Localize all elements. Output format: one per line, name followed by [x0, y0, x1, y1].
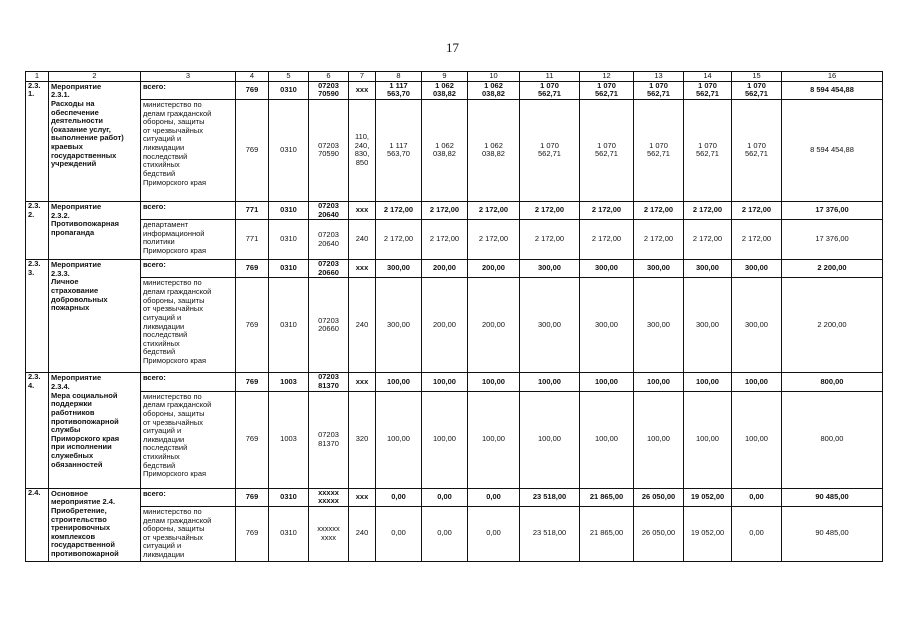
column-header: 1	[26, 72, 49, 82]
column-header: 3	[141, 72, 236, 82]
csr-code-cell: 07203 20640	[309, 201, 349, 219]
year-value-cell: 21 865,00	[580, 506, 634, 561]
measure-number: 2.3. 3.	[26, 260, 49, 373]
executor-cell: министерство по делам гражданской обороны, защиты от чрезвычайных ситуаций и ликвидации последствий стихийных бедствий Приморского края	[141, 391, 236, 488]
grbs-code-cell: 769	[236, 260, 269, 278]
csr-code-cell: 07203 70590	[309, 81, 349, 99]
column-header: 5	[269, 72, 309, 82]
year-value-cell: 200,00	[422, 278, 468, 373]
year-value-cell: 300,00	[732, 260, 782, 278]
grbs-code-cell: 769	[236, 506, 269, 561]
year-value-cell: 1 070 562,71	[634, 81, 684, 99]
year-value-cell: 2 172,00	[468, 220, 520, 260]
year-value-cell: 300,00	[580, 278, 634, 373]
column-header: 12	[580, 72, 634, 82]
year-value-cell: 0,00	[468, 506, 520, 561]
column-header: 14	[684, 72, 732, 82]
year-value-cell: 1 070 562,71	[634, 99, 684, 201]
year-value-cell: 0,00	[376, 506, 422, 561]
grbs-code-cell: 769	[236, 391, 269, 488]
year-value-cell: 300,00	[732, 278, 782, 373]
rzpr-code-cell: 0310	[269, 81, 309, 99]
year-value-cell: 100,00	[580, 373, 634, 391]
year-value-cell: 23 518,00	[520, 488, 580, 506]
year-value-cell: 300,00	[634, 278, 684, 373]
measure-text: Личное страхование добровольных пожарных	[51, 277, 108, 313]
column-header: 11	[520, 72, 580, 82]
vr-code-cell: 240	[349, 220, 376, 260]
year-value-cell: 2 172,00	[422, 201, 468, 219]
year-value-cell: 100,00	[732, 373, 782, 391]
year-value-cell: 2 172,00	[376, 201, 422, 219]
year-value-cell: 2 172,00	[520, 201, 580, 219]
year-value-cell: 100,00	[468, 373, 520, 391]
year-value-cell: 2 172,00	[520, 220, 580, 260]
measure-text: Противопожарная пропаганда	[51, 219, 119, 237]
year-value-cell: 1 070 562,71	[520, 99, 580, 201]
rzpr-code-cell: 0310	[269, 99, 309, 201]
rzpr-code-cell: 0310	[269, 220, 309, 260]
measure-text: Приобретение, строительство тренировочных комплексов государственной противопожарной	[51, 505, 119, 558]
executor-cell: всего:	[141, 260, 236, 278]
rzpr-code-cell: 0310	[269, 201, 309, 219]
year-value-cell: 0,00	[422, 488, 468, 506]
vr-code-cell: xxx	[349, 260, 376, 278]
year-value-cell: 1 070 562,71	[520, 81, 580, 99]
year-value-cell: 300,00	[376, 260, 422, 278]
grbs-code-cell: 771	[236, 220, 269, 260]
year-value-cell: 2 172,00	[684, 220, 732, 260]
column-header: 6	[309, 72, 349, 82]
csr-code-cell: 07203 20660	[309, 278, 349, 373]
measure-description	[49, 373, 141, 488]
year-value-cell: 200,00	[468, 260, 520, 278]
year-value-cell: 1 070 562,71	[580, 81, 634, 99]
year-value-cell: 19 052,00	[684, 506, 732, 561]
total-sum-cell: 90 485,00	[782, 488, 883, 506]
year-value-cell: 1 062 038,82	[422, 81, 468, 99]
rzpr-code-cell: 0310	[269, 260, 309, 278]
year-value-cell: 1 062 038,82	[468, 81, 520, 99]
measure-description	[49, 488, 141, 561]
measure-detail-row	[26, 506, 883, 561]
year-value-cell: 100,00	[422, 373, 468, 391]
year-value-cell: 200,00	[422, 260, 468, 278]
year-value-cell: 300,00	[376, 278, 422, 373]
year-value-cell: 100,00	[520, 373, 580, 391]
csr-code-cell: 07203 20660	[309, 260, 349, 278]
year-value-cell: 100,00	[732, 391, 782, 488]
column-header: 16	[782, 72, 883, 82]
year-value-cell: 100,00	[580, 391, 634, 488]
total-sum-cell: 90 485,00	[782, 506, 883, 561]
measure-description	[49, 201, 141, 259]
executor-cell: всего:	[141, 488, 236, 506]
rzpr-code-cell: 0310	[269, 506, 309, 561]
rzpr-code-cell: 1003	[269, 373, 309, 391]
year-value-cell: 2 172,00	[468, 201, 520, 219]
measure-number: 2.3. 2.	[26, 201, 49, 259]
year-value-cell: 0,00	[422, 506, 468, 561]
csr-code-cell: 07203 70590	[309, 99, 349, 201]
year-value-cell: 2 172,00	[422, 220, 468, 260]
measure-description	[49, 81, 141, 201]
total-sum-cell: 800,00	[782, 391, 883, 488]
rzpr-code-cell: 1003	[269, 391, 309, 488]
year-value-cell: 2 172,00	[634, 201, 684, 219]
year-value-cell: 300,00	[520, 260, 580, 278]
vr-code-cell: 240	[349, 506, 376, 561]
year-value-cell: 300,00	[684, 278, 732, 373]
year-value-cell: 1 070 562,71	[580, 99, 634, 201]
year-value-cell: 21 865,00	[580, 488, 634, 506]
year-value-cell: 200,00	[468, 278, 520, 373]
year-value-cell: 100,00	[684, 373, 732, 391]
year-value-cell: 1 117 563,70	[376, 81, 422, 99]
total-sum-cell: 2 200,00	[782, 278, 883, 373]
measure-title: Мероприятие 2.3.1.	[51, 81, 102, 100]
grbs-code-cell: 769	[236, 278, 269, 373]
total-sum-cell: 800,00	[782, 373, 883, 391]
csr-code-cell: 07203 20640	[309, 220, 349, 260]
column-header: 9	[422, 72, 468, 82]
vr-code-cell: 110, 240, 830, 850	[349, 99, 376, 201]
measure-total-row	[26, 488, 883, 506]
year-value-cell: 100,00	[422, 391, 468, 488]
year-value-cell: 2 172,00	[376, 220, 422, 260]
measure-detail-row	[26, 278, 883, 373]
year-value-cell: 2 172,00	[684, 201, 732, 219]
year-value-cell: 100,00	[684, 391, 732, 488]
year-value-cell: 2 172,00	[732, 201, 782, 219]
year-value-cell: 300,00	[520, 278, 580, 373]
measure-detail-row	[26, 220, 883, 260]
grbs-code-cell: 769	[236, 81, 269, 99]
year-value-cell: 0,00	[732, 506, 782, 561]
year-value-cell: 26 050,00	[634, 488, 684, 506]
year-value-cell: 19 052,00	[684, 488, 732, 506]
column-header: 13	[634, 72, 684, 82]
rzpr-code-cell: 0310	[269, 278, 309, 373]
year-value-cell: 1 062 038,82	[422, 99, 468, 201]
year-value-cell: 300,00	[580, 260, 634, 278]
year-value-cell: 2 172,00	[634, 220, 684, 260]
measure-number: 2.3. 4.	[26, 373, 49, 488]
column-header: 2	[49, 72, 141, 82]
year-value-cell: 2 172,00	[580, 220, 634, 260]
executor-cell: министерство по делам гражданской обороны, защиты от чрезвычайных ситуаций и ликвидации	[141, 506, 236, 561]
measure-title: Основное мероприятие 2.4.	[51, 488, 116, 507]
executor-cell: министерство по делам гражданской обороны, защиты от чрезвычайных ситуаций и ликвидации последствий стихийных бедствий Приморского края	[141, 99, 236, 201]
year-value-cell: 0,00	[376, 488, 422, 506]
executor-cell: департамент информационной политики Приморского края	[141, 220, 236, 260]
total-sum-cell: 8 594 454,88	[782, 99, 883, 201]
grbs-code-cell: 769	[236, 373, 269, 391]
executor-cell: всего:	[141, 201, 236, 219]
page-number: 17	[446, 40, 459, 55]
column-header: 4	[236, 72, 269, 82]
vr-code-cell: xxx	[349, 373, 376, 391]
csr-code-cell: 07203 81370	[309, 391, 349, 488]
measure-description	[49, 260, 141, 373]
column-number-row	[26, 72, 883, 82]
measure-detail-row	[26, 391, 883, 488]
measure-total-row	[26, 373, 883, 391]
executor-cell: министерство по делам гражданской обороны, защиты от чрезвычайных ситуаций и ликвидации последствий стихийных бедствий Приморского края	[141, 278, 236, 373]
budget-table	[25, 71, 883, 562]
measure-total-row	[26, 201, 883, 219]
year-value-cell: 100,00	[520, 391, 580, 488]
year-value-cell: 300,00	[684, 260, 732, 278]
year-value-cell: 1 062 038,82	[468, 99, 520, 201]
column-header: 15	[732, 72, 782, 82]
measure-detail-row	[26, 99, 883, 201]
grbs-code-cell: 769	[236, 99, 269, 201]
measure-text: Мера социальной поддержки работников противопожарной службы Приморского края при исполнении служебных обязанностей	[51, 390, 120, 469]
total-sum-cell: 17 376,00	[782, 220, 883, 260]
rzpr-code-cell: 0310	[269, 488, 309, 506]
measure-number: 2.3. 1.	[26, 81, 49, 201]
year-value-cell: 26 050,00	[634, 506, 684, 561]
year-value-cell: 1 117 563,70	[376, 99, 422, 201]
measure-title: Мероприятие 2.3.4.	[51, 373, 102, 391]
year-value-cell: 100,00	[468, 391, 520, 488]
year-value-cell: 0,00	[732, 488, 782, 506]
measure-title: Мероприятие 2.3.3.	[51, 260, 102, 278]
vr-code-cell: xxx	[349, 488, 376, 506]
year-value-cell: 100,00	[376, 373, 422, 391]
year-value-cell: 1 070 562,71	[684, 99, 732, 201]
measure-total-row	[26, 260, 883, 278]
grbs-code-cell: 771	[236, 201, 269, 219]
csr-code-cell: xxxxxx xxxx	[309, 506, 349, 561]
total-sum-cell: 8 594 454,88	[782, 81, 883, 99]
total-sum-cell: 17 376,00	[782, 201, 883, 219]
year-value-cell: 23 518,00	[520, 506, 580, 561]
measure-number: 2.4.	[26, 488, 49, 561]
vr-code-cell: 320	[349, 391, 376, 488]
grbs-code-cell: 769	[236, 488, 269, 506]
year-value-cell: 300,00	[634, 260, 684, 278]
measure-total-row	[26, 81, 883, 99]
year-value-cell: 100,00	[634, 391, 684, 488]
measure-text: Расходы на обеспечение деятельности (оказание услуг, выполнение работ) краевых государственных учреждений	[51, 98, 124, 169]
executor-cell: всего:	[141, 81, 236, 99]
executor-cell: всего:	[141, 373, 236, 391]
csr-code-cell: xxxxx xxxxx	[309, 488, 349, 506]
column-header: 10	[468, 72, 520, 82]
year-value-cell: 0,00	[468, 488, 520, 506]
year-value-cell: 100,00	[634, 373, 684, 391]
year-value-cell: 2 172,00	[732, 220, 782, 260]
vr-code-cell: xxx	[349, 81, 376, 99]
total-sum-cell: 2 200,00	[782, 260, 883, 278]
vr-code-cell: 240	[349, 278, 376, 373]
vr-code-cell: xxx	[349, 201, 376, 219]
year-value-cell: 2 172,00	[580, 201, 634, 219]
year-value-cell: 1 070 562,71	[732, 81, 782, 99]
column-header: 8	[376, 72, 422, 82]
column-header: 7	[349, 72, 376, 82]
year-value-cell: 1 070 562,71	[732, 99, 782, 201]
csr-code-cell: 07203 81370	[309, 373, 349, 391]
year-value-cell: 100,00	[376, 391, 422, 488]
measure-title: Мероприятие 2.3.2.	[51, 201, 102, 220]
year-value-cell: 1 070 562,71	[684, 81, 732, 99]
